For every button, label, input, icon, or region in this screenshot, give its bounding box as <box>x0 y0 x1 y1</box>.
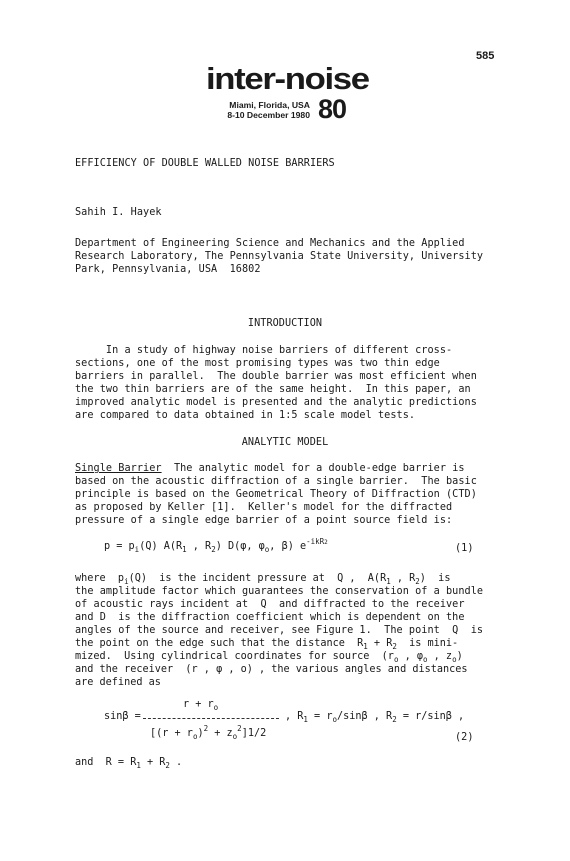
logo-dates: 8-10 December 1980 <box>227 110 310 120</box>
intro-line: In a study of highway noise barriers of different cross- <box>75 345 453 356</box>
affiliation-line: Park, Pennsylvania, USA 16802 <box>75 264 261 275</box>
equation-2-numerator: $r + r_o$ <box>183 699 219 712</box>
paragraph-line: the amplitude factor which guarantees the conservation of a bundle <box>75 586 484 597</box>
logo-wordmark: inter-noise <box>206 61 369 96</box>
section-heading-analytic-model: ANALYTIC MODEL <box>241 437 329 448</box>
equation-2-rhs: , $R_1 = r_o/\sin\beta$ , $R_2 = r/\sin\beta$ , <box>285 711 465 724</box>
intro-line: are compared to data obtained in 1:5 scale model tests. <box>75 410 416 421</box>
equation-2-number: (2) <box>455 732 474 743</box>
paragraph-line: as proposed by Keller [1]. Keller's model for the diffracted <box>75 502 453 513</box>
affiliation-line: Department of Engineering Science and Mechanics and the Applied <box>75 238 465 249</box>
paragraph-line: and D is the diffraction coefficient which is dependent on the <box>75 612 465 623</box>
formula-line: are defined as <box>75 677 161 688</box>
single-barrier-first-line <box>75 463 465 475</box>
paper-title: EFFICIENCY OF DOUBLE WALLED NOISE BARRIERS <box>75 158 335 169</box>
intro-line: barriers in parallel. The double barrier was most efficient when <box>75 371 477 382</box>
paragraph-line: of acoustic rays incident at Q and diffracted to the receiver <box>75 599 465 610</box>
equation-2-denominator: $[(r + r_o)^2 + z_o^2]1/2$ <box>150 724 267 741</box>
paragraph-line: principle is based on the Geometrical Theory of Diffraction (CTD) <box>75 489 477 500</box>
affiliation-line: Research Laboratory, The Pennsylvania State University, University <box>75 251 484 262</box>
fraction-bar <box>143 718 279 719</box>
single-barrier-heading: Single Barrier <box>75 463 162 474</box>
intro-line: improved analytic model is presented and the analytic predictions <box>75 397 477 408</box>
logo-year: 80 <box>318 94 347 124</box>
formula-line: and $R = R_1 + R_2$ . <box>75 757 183 770</box>
single-barrier-first-text: The analytic model for a double-edge barrier is <box>161 463 465 474</box>
equation-1: $p = p_i(Q)$ $A(R_1$ , $R_2$) D(φ, $\varphi_o$, β) $e^{-ikR2}$ <box>104 537 328 554</box>
equation-2-lhs: sinβ = <box>104 711 141 722</box>
paragraph-line: angles of the source and receiver, see Figure 1. The point Q is <box>75 625 484 636</box>
author-name: Sahih I. Hayek <box>75 207 162 218</box>
where-line: where $p_i(Q)$ is the incident pressure at Q , $A(R_1$ , $R_2$) is <box>75 573 451 586</box>
paragraph-line: based on the acoustic diffraction of a single barrier. The basic <box>75 476 477 487</box>
section-heading-introduction: INTRODUCTION <box>247 318 323 329</box>
formula-line: mized. Using cylindrical coordinates for source ($r_o$ , $\varphi_o$ , $z_o$) <box>75 651 463 664</box>
formula-line: the point on the edge such that the distance $R_1 + R_2$ is mini- <box>75 638 459 651</box>
intro-line: the two thin barriers are of the same height. In this paper, an <box>75 384 471 395</box>
page-number: 585 <box>476 50 495 62</box>
intro-line: sections, one of the most promising types was two thin edge <box>75 358 440 369</box>
paragraph-line: pressure of a single edge barrier of a point source field is: <box>75 515 453 526</box>
logo-location: Miami, Florida, USA <box>229 100 310 110</box>
formula-line: and the receiver (r , φ , o) , the various angles and distances <box>75 664 468 675</box>
equation-1-number: (1) <box>455 543 474 554</box>
